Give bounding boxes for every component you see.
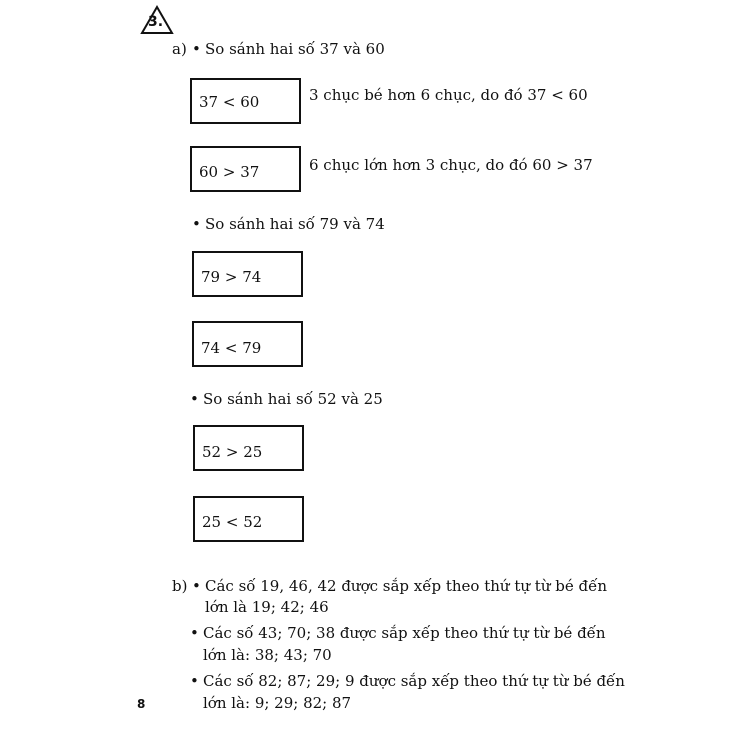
bullet: • <box>190 624 199 642</box>
exercise-number-badge <box>140 5 174 35</box>
answer-box <box>193 496 304 542</box>
answer-box <box>190 146 301 192</box>
bullet: • <box>190 390 199 408</box>
answer-box-text: 25 < 52 <box>202 513 263 531</box>
list-item-line: lớn là 19; 42; 46 <box>205 598 329 616</box>
group-heading: So sánh hai số 52 và 25 <box>203 390 383 408</box>
bullet: • <box>192 40 201 58</box>
group-heading: So sánh hai số 37 và 60 <box>205 40 385 58</box>
page-number: 8 <box>137 697 146 711</box>
answer-box-text: 52 > 25 <box>202 443 263 461</box>
list-item-line: lớn là: 38; 43; 70 <box>203 646 332 664</box>
bullet: • <box>190 672 199 690</box>
answer-box-text: 60 > 37 <box>199 163 260 181</box>
group-heading: So sánh hai số 79 và 74 <box>205 215 385 233</box>
list-item-line: Các số 43; 70; 38 được sắp xếp theo thứ tự từ bé đến <box>203 624 606 642</box>
answer-box-text: 74 < 79 <box>201 339 262 357</box>
answer-box-text: 37 < 60 <box>199 93 260 111</box>
list-item-line: lớn là: 9; 29; 82; 87 <box>203 694 352 712</box>
answer-box-text: 79 > 74 <box>201 268 262 286</box>
list-item-line: Các số 82; 87; 29; 9 được sắp xếp theo thứ tự từ bé đến <box>203 672 625 690</box>
part-b-label: b) <box>172 577 188 595</box>
explanation-text: 3 chục bé hơn 6 chục, do đó 37 < 60 <box>309 86 588 104</box>
part-a-label: a) <box>172 40 187 58</box>
answer-box <box>193 425 304 471</box>
bullet: • <box>192 577 201 595</box>
answer-box <box>192 321 303 367</box>
exercise-number: 3. <box>148 14 164 30</box>
answer-box <box>190 78 301 124</box>
answer-box <box>192 251 303 297</box>
explanation-text: 6 chục lớn hơn 3 chục, do đó 60 > 37 <box>309 156 593 174</box>
list-item-line: Các số 19, 46, 42 được sắp xếp theo thứ tự từ bé đến <box>205 577 607 595</box>
bullet: • <box>192 215 201 233</box>
